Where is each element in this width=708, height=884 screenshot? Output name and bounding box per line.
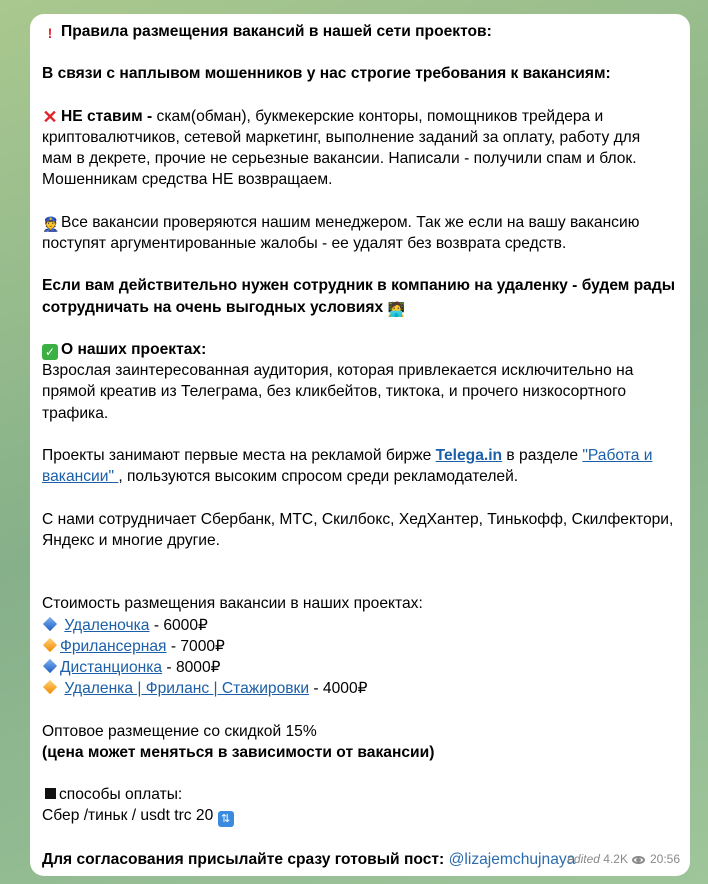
check-text: поступят аргументированные жалобы - ее удалят без возврата средств. <box>42 234 567 252</box>
strict-notice: В связи с наплывом мошенников у нас строгие требования к вакансиям: <box>42 65 611 83</box>
contact-text: Для согласования присылайте сразу готовый пост: <box>42 850 445 868</box>
jobs-section-link[interactable]: вакансии" <box>42 468 119 486</box>
payment-methods: Сбер /тиньк / usdt trc 20 <box>42 807 214 825</box>
technologist-icon: 🧑‍💻 <box>387 300 405 317</box>
timestamp: 20:56 <box>649 851 680 866</box>
price: - 4000₽ <box>309 680 368 698</box>
orange-diamond-icon <box>43 680 57 694</box>
ban-label: НЕ ставим - <box>61 107 153 125</box>
blue-diamond-icon <box>43 659 57 673</box>
project-link[interactable]: Удаленочка <box>64 616 150 634</box>
officer-icon: 👮 <box>42 215 60 232</box>
edited-label: edited <box>567 851 600 866</box>
message-bubble <box>30 14 690 876</box>
project-link[interactable]: Дистанционка <box>60 658 163 676</box>
project-link[interactable]: Удаленка | Фриланс | Стажировки <box>64 680 310 698</box>
wholesale-text: Оптовое размещение со скидкой 15% <box>42 722 317 740</box>
remote-text: сотрудничать на очень выгодных условиях <box>42 298 384 316</box>
black-square-icon <box>45 788 56 799</box>
check-mark-icon: ✓ <box>42 344 58 360</box>
price-item <box>42 615 678 636</box>
projects-text: , пользуются высоким спросом среди рекламодателей. <box>118 468 519 486</box>
remote-text: Если вам действительно нужен сотрудник в компанию на удаленку - будем рады <box>42 277 676 295</box>
projects-text: в разделе <box>502 446 583 464</box>
check-text: Все вакансии проверяются нашим менеджером. Так же если на вашу вакансию <box>61 213 640 231</box>
jobs-section-link[interactable]: "Работа и <box>582 446 653 464</box>
ban-text: криптовалютчиков, сетевой маркетинг, выполнение заданий за оплату, работу для <box>42 128 641 146</box>
telega-link[interactable]: Telega.in <box>435 446 503 464</box>
ban-text: Мошенникам средства НЕ возвращаем. <box>42 171 333 189</box>
contact-mention[interactable]: @lizajemchujnaya <box>448 850 576 868</box>
cross-icon: ✕ <box>42 106 58 127</box>
blue-diamond-icon <box>43 616 57 630</box>
price-item <box>42 678 678 699</box>
ban-text: мам в декрете, прочие не серьезные вакансии. Написали - получили спам и блок. <box>42 150 637 168</box>
price-item <box>42 657 678 678</box>
about-text: Взрослая заинтересованная аудитория, которая привлекается исключительно на <box>42 362 634 380</box>
payment-heading: способы оплаты: <box>59 786 183 804</box>
about-heading: О наших проектах: <box>61 340 207 358</box>
about-text: прямой креатив из Телеграма, без кликбейтов, тиктока, и прочего низкосортного <box>42 383 627 401</box>
ban-text: скам(обман), букмекерские конторы, помощников трейдера и <box>152 107 604 125</box>
view-count: 4.2K <box>603 851 628 866</box>
title: Правила размещения вакансий в нашей сети проектов: <box>61 23 492 40</box>
prices-heading: Стоимость размещения вакансии в наших проектах: <box>42 595 423 613</box>
project-link[interactable]: Фрилансерная <box>60 637 167 655</box>
projects-text: Проекты занимают первые места на рекламой бирже <box>42 446 436 464</box>
price-item <box>42 636 678 657</box>
orange-diamond-icon <box>43 638 57 652</box>
price-note: (цена может меняться в зависимости от вакансии) <box>42 743 435 761</box>
partners-text: С нами сотрудничает Сбербанк, МТС, Скилбокс, ХедХантер, Тинькофф, Скилфектори, <box>42 510 674 528</box>
price: - 8000₽ <box>162 658 221 676</box>
partners-text: Яндекс и многие другие. <box>42 531 221 549</box>
exclamation-icon: ! <box>47 25 53 41</box>
exchange-icon: ⇅ <box>218 811 234 827</box>
eye-icon <box>632 856 645 864</box>
message-meta <box>567 849 680 870</box>
about-text: трафика. <box>42 404 109 422</box>
price: - 7000₽ <box>166 637 225 655</box>
price: - 6000₽ <box>149 616 208 634</box>
